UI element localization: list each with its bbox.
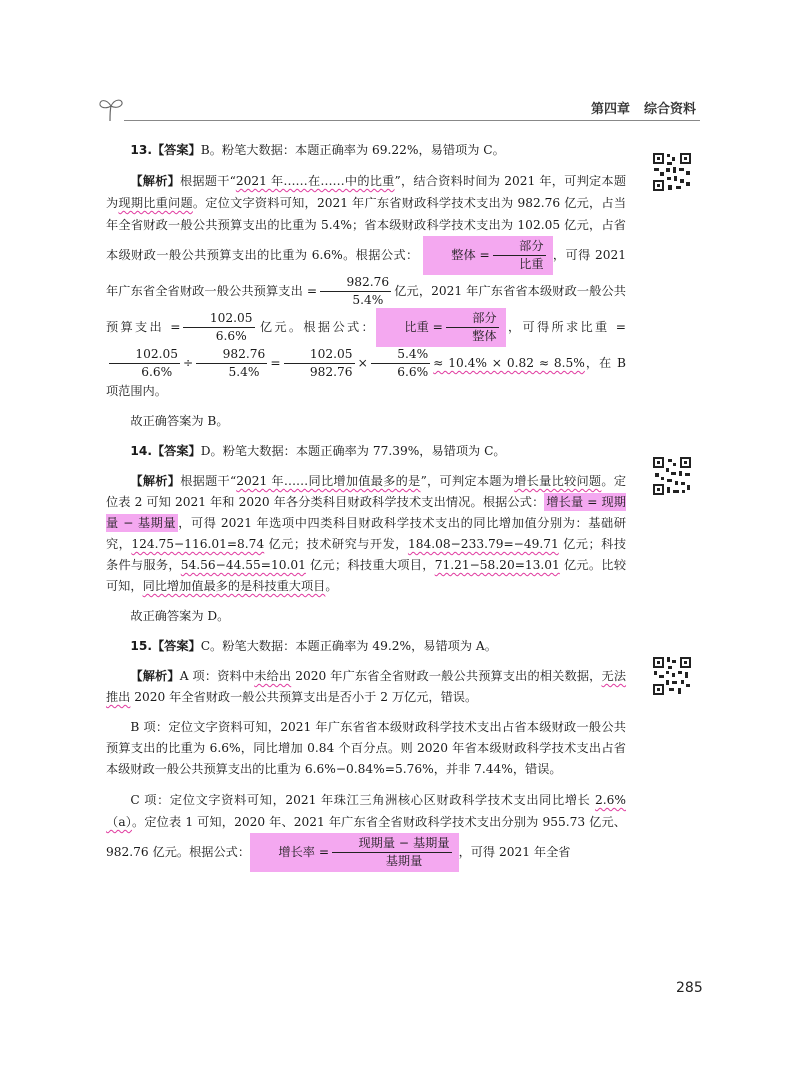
fraction: $\frac{102.05}{982.76}$ [284,347,355,380]
q13-answer: 13.【答案】B。粉笔大数据：本题正确率为 69.22%，易错项为 C。 [130,143,505,157]
qr-code-icon[interactable] [652,656,692,696]
chapter-title: 第四章 综合资料 [590,102,696,117]
formula-growth-rate: 增长率 = $\frac{\text{现期量 − 基期量}}{\text{基期量}}$ [250,833,459,872]
fraction: $\frac{102.05}{6.6\%}$ [183,311,254,344]
solution-content [106,140,626,881]
qr-code-icon[interactable] [652,456,692,496]
formula-whole: 整体 = $\frac{\text{部分}}{\text{比重}}$ [423,236,553,275]
fraction: $\frac{982.76}{5.4\%}$ [320,275,391,308]
page-header [96,92,700,126]
formula-ratio: 比重 = $\frac{\text{部分}}{\text{整体}}$ [376,308,506,347]
fraction: $\frac{5.4\%}{6.6\%}$ [371,347,430,380]
q15-option-b: B 项：定位文字资料可知，2021 年广东省省本级财政科学技术支出占省本级财政一般公共预算支出的比重为 6.6%，同比增加 0.84 个百分点。则 2020 年省本级财政科学技术支出占省本级财政一般公共预算支出的比重为 6.6%−0.84%=5.76%，并非 7.44%，错误。 [106,720,626,776]
qr-code-icon[interactable] [652,152,692,192]
page-number: 285 [676,980,703,996]
q14-answer: 14.【答案】D。粉笔大数据：本题正确率为 77.39%，易错项为 C。 [130,444,506,458]
fraction: $\frac{982.76}{5.4\%}$ [196,347,267,380]
q15-option-c: C 项：定位文字资料可知，2021 年珠江三角洲核心区财政科学技术支出同比增长 2.6%（a）。定位表 1 可知，2020 年、2021 年广东省全省财政科学技术支出分别为 955.73 亿元、982.76 亿元。根据公式： 增长率 = $\frac{\text{现期量 − 基期量}}{\text{基期量}}$ ，可得 2021 年全省 [106,789,626,872]
q13-final: 故正确答案为 B。 [130,414,229,428]
fraction: $\frac{102.05}{6.6\%}$ [109,347,180,380]
sprout-icon [96,94,126,124]
q15-option-a: 【解析】A 项：资料中未给出 2020 年广东省全省财政一般公共预算支出的相关数据，无法推出 2020 年全省财政一般公共预算支出是否小于 2 万亿元，错误。 [106,669,627,704]
q15-answer: 15.【答案】C。粉笔大数据：本题正确率为 49.2%，易错项为 A。 [130,639,497,653]
header-rule [124,120,700,121]
q13-analysis: 【解析】根据题干“2021 年……在……中的比重”，结合资料时间为 2021 年，可判定本题为现期比重问题。定位文字资料可知，2021 年广东省财政科学技术支出为 982.76 亿元，占当年全省财政一般公共预算支出的比重为 5.4%；省本级财政科学技术支出为 102.05 亿元，占省本级财政一般公共预算支出的比重为 6.6%。根据公式： 整体 = $\frac{\text{部分}}{\text{比重}}$ ，可得 2021 年广东省全省财政一般公共预算支出 = $\frac{982.76}{5.4\%}$ 亿元，2021 年广东省省本级财政一般公共预算支出 = $\frac{102.05}{6.6\%}$ 亿元。根据公式： 比重 = $\frac{\text{部分}}{\text{整体}}$ ，可得所求比重 = $\frac{102.05}{6.6\%}$ ÷ $\frac{982.76}{5.4\%}$ = $\frac{102.05}{982.76}$ × $\frac{5.4\%}{6.6\%}$ ≈ 10.4% × 0.82 ≈ 8.5%，在 B 项范围内。 [106,174,627,398]
q14-analysis: 【解析】根据题干“2021 年……同比增加值最多的是”，可判定本题为增长量比较问题。定位表 2 可知 2021 年和 2020 年各分类科目财政科学技术支出情况。根据公式： 增长量 = 现期量 − 基期量 ，可得 2021 年选项中四类科目财政科学技术支出的同比增加值分别为：基础研究，124.75−116.01=8.74 亿元；技术研究与开发，184.08−233.79=−49.71 亿元；科技条件与服务，54.56−44.55=10.01 亿元；科技重大项目，71.21−58.20=13.01 亿元。比较可知，同比增加值最多的是科技重大项目。 [106,474,627,593]
q14-final: 故正确答案为 D。 [130,609,230,623]
